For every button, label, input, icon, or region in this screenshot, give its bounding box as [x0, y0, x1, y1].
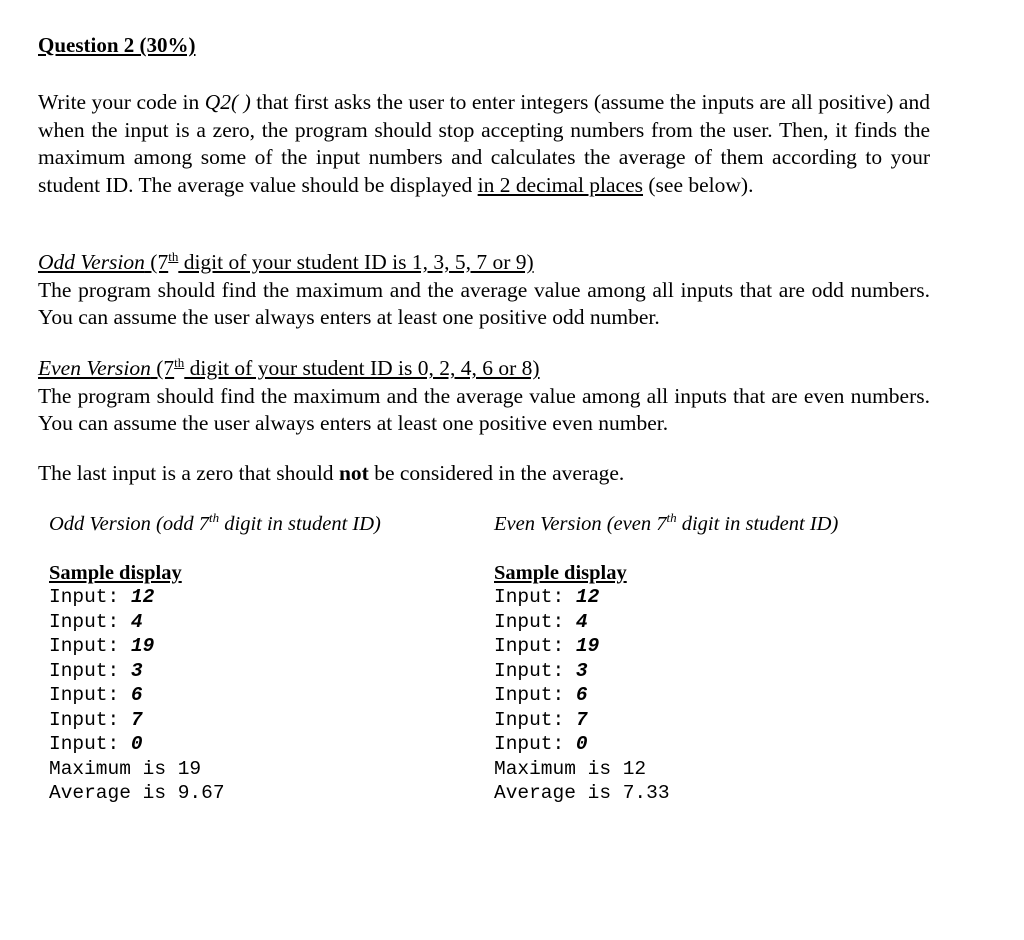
console-input-line [49, 708, 381, 733]
input-value: 3 [575, 659, 588, 682]
even-sample-display-title: Sample display [494, 562, 627, 584]
console-input-line [49, 610, 381, 635]
last-note-before: The last input is a zero that should [38, 461, 339, 485]
input-label: Input: [49, 708, 131, 731]
even-sample-heading [494, 511, 838, 537]
input-value: 3 [130, 659, 143, 682]
last-input-note [38, 460, 930, 488]
intro-paragraph [38, 89, 930, 199]
intro-text-2: that first asks the user to enter integers (assume the inputs are all positive) and when the input is a zero, the program should stop accepting numbers from the user. Then, it finds the maximum among some of the input numbers and calculates the average of them according to your student ID. The average value should be displayed [38, 90, 930, 197]
console-input-line [494, 659, 838, 684]
console-input-line [494, 683, 838, 708]
odd-version-name: Odd Version [38, 250, 145, 274]
input-label: Input: [49, 586, 131, 608]
function-name: Q2( ) [204, 90, 251, 114]
input-value: 0 [575, 733, 588, 755]
even-sample-column [494, 511, 838, 806]
odd-sample-heading-sup: th [209, 510, 220, 526]
input-label: Input: [49, 733, 131, 755]
even-version-section [38, 355, 930, 438]
input-label: Input: [494, 708, 576, 731]
decimal-places-emphasis: in 2 decimal places [477, 172, 644, 197]
odd-version-cond-open: (7 [144, 250, 169, 274]
input-label: Input: [494, 733, 576, 755]
odd-sample-console [49, 585, 381, 806]
console-input-line [49, 659, 381, 684]
input-value: 7 [130, 708, 143, 731]
odd-sample-display-title: Sample display [49, 562, 182, 584]
console-input-line [49, 683, 381, 708]
intro-text-1: Write your code in [38, 90, 205, 114]
odd-version-description: The program should find the maximum and the average value among all inputs that are odd numbers. You can assume the user always enters at least one positive odd number. [38, 277, 930, 329]
console-average-line: Average is 7.33 [494, 782, 670, 804]
odd-version-sup: th [168, 248, 179, 264]
input-value: 19 [130, 635, 155, 657]
odd-sample-column [49, 511, 381, 806]
console-input-line [494, 634, 838, 659]
odd-sample-heading [49, 511, 381, 537]
even-sample-heading-before: Even Version (even 7 [494, 513, 667, 535]
input-label: Input: [49, 610, 131, 633]
input-value: 7 [575, 708, 588, 731]
console-input-line [49, 634, 381, 659]
even-version-description: The program should find the maximum and the average value among all inputs that are even numbers. You can assume the user always enters at least one positive even number. [38, 383, 930, 435]
even-version-name: Even Version [38, 356, 151, 380]
intro-text-3: (see below). [643, 172, 754, 197]
even-version-cond-rest: digit of your student ID is 0, 2, 4, 6 or 8) [184, 356, 540, 380]
input-label: Input: [49, 659, 131, 682]
input-value: 19 [575, 635, 600, 657]
odd-sample-heading-after: digit in student ID) [219, 513, 381, 535]
input-label: Input: [494, 586, 576, 608]
input-value: 4 [575, 610, 588, 633]
console-input-line [49, 732, 381, 757]
console-maximum-line: Maximum is 12 [494, 757, 647, 780]
input-value: 12 [575, 586, 600, 608]
input-value: 4 [130, 610, 143, 633]
input-label: Input: [49, 635, 131, 657]
console-input-line [49, 585, 381, 610]
even-sample-heading-sup: th [666, 510, 677, 526]
input-label: Input: [494, 610, 576, 633]
even-sample-heading-after: digit in student ID) [676, 513, 839, 535]
odd-version-section [38, 249, 930, 332]
input-label: Input: [494, 635, 576, 657]
even-version-heading [38, 355, 930, 383]
input-value: 12 [130, 586, 155, 608]
console-input-line [494, 585, 838, 610]
even-sample-console [494, 585, 838, 806]
console-input-line [494, 732, 838, 757]
console-input-line [494, 708, 838, 733]
input-value: 6 [130, 684, 143, 706]
last-note-after: be considered in the average. [368, 461, 625, 485]
even-version-sup: th [174, 354, 185, 370]
console-average-line: Average is 9.67 [49, 782, 225, 804]
input-value: 6 [575, 684, 588, 706]
odd-version-heading [38, 249, 930, 277]
input-label: Input: [494, 659, 576, 682]
console-maximum-line: Maximum is 19 [49, 757, 202, 780]
odd-version-cond-rest: digit of your student ID is 1, 3, 5, 7 or 9) [178, 250, 534, 274]
input-value: 0 [130, 733, 143, 755]
odd-sample-heading-before: Odd Version (odd 7 [49, 513, 210, 535]
input-label: Input: [494, 684, 576, 706]
question-title: Question 2 (30%) [38, 33, 196, 57]
even-version-cond-open: (7 [150, 356, 175, 380]
input-label: Input: [49, 684, 131, 706]
last-note-bold: not [338, 461, 369, 485]
console-input-line [494, 610, 838, 635]
